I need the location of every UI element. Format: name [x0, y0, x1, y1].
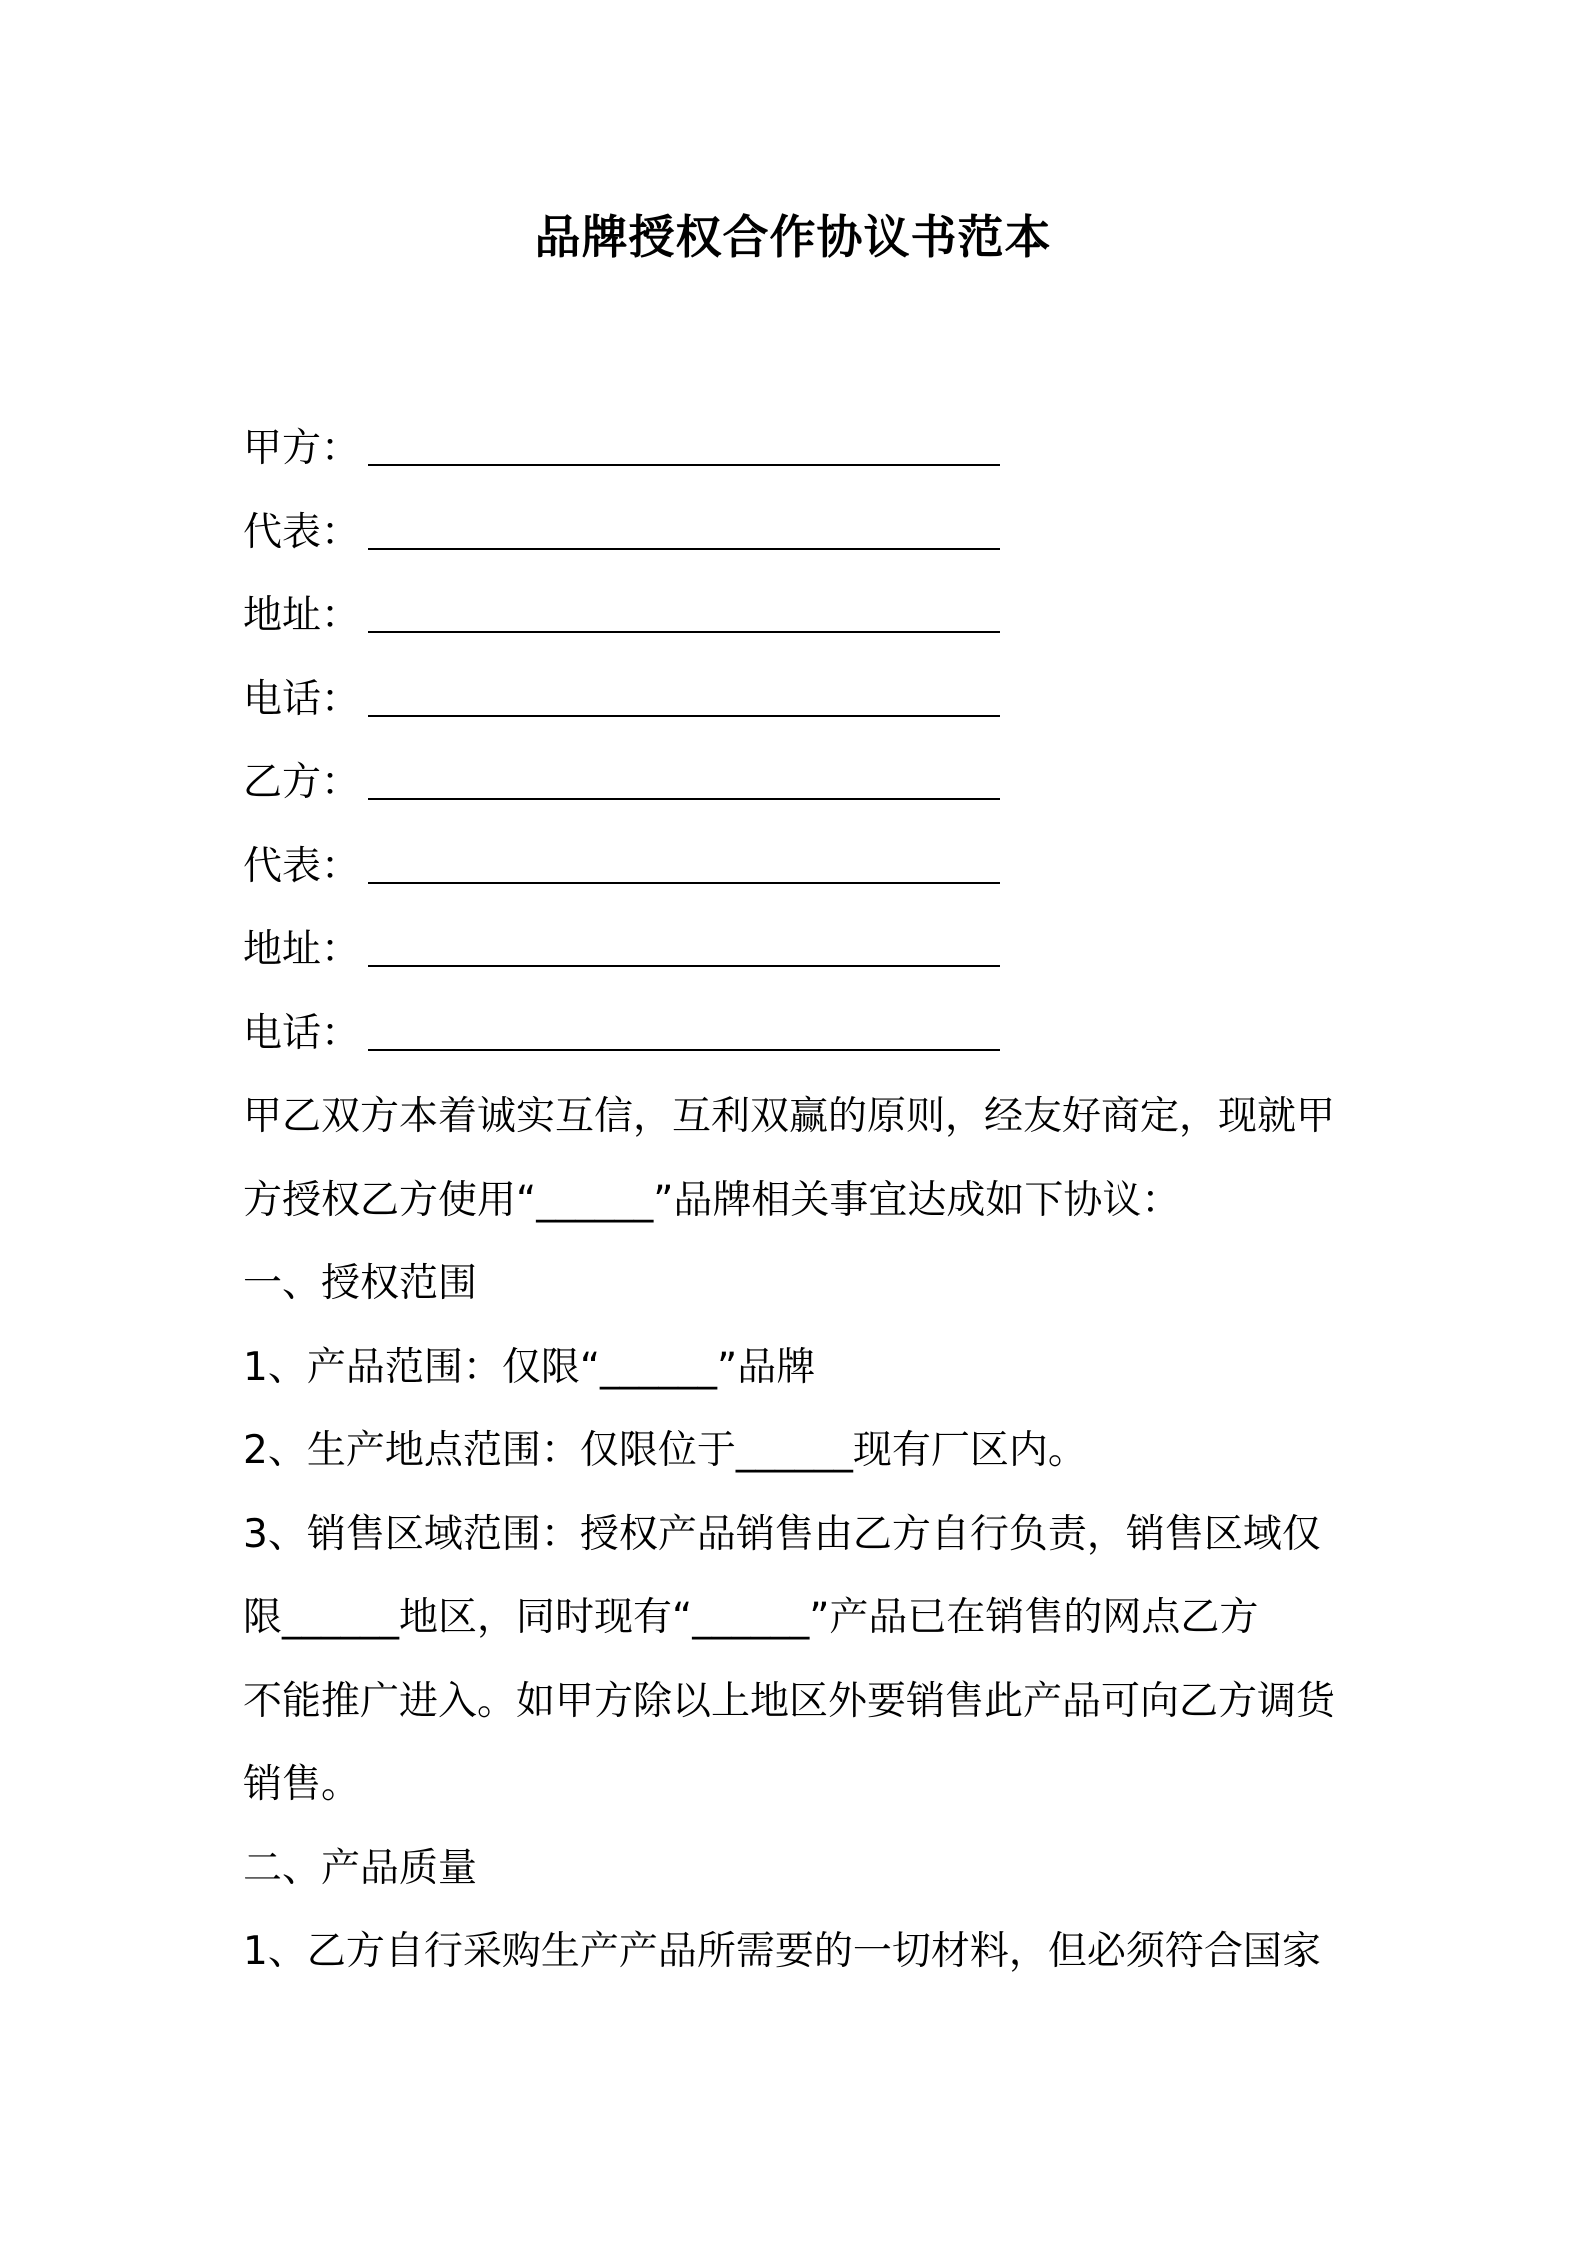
text-line: 销售。: [243, 1762, 361, 1807]
party-a-representative-field: [243, 491, 1353, 575]
field-label: 代表：: [243, 843, 361, 889]
blank-underline: [368, 574, 1000, 633]
blank-underline: [368, 825, 1000, 884]
blank-underline: [368, 491, 1000, 550]
field-label: 地址：: [243, 593, 361, 638]
text-line: 2、生产地点范围：仅限位于______现有厂区内。: [243, 1428, 1087, 1473]
text-line: 甲乙双方本着诚实互信，互利双赢的原则，经友好商定，现就甲: [243, 1094, 1336, 1139]
field-label: 电话：: [243, 676, 361, 722]
text-line: 不能推广进入。如甲方除以上地区外要销售此产品可向乙方调货: [243, 1678, 1336, 1724]
party-b-phone-field: [243, 992, 1353, 1076]
field-label: 地址：: [243, 927, 361, 972]
document-body: [243, 407, 1353, 1994]
field-label: 甲方：: [243, 426, 361, 471]
text-line: 1、乙方自行采购生产产品所需要的一切材料，但必须符合国家: [243, 1929, 1321, 1974]
blank-underline: [368, 407, 1000, 466]
text-line: 限______地区，同时现有“______”产品已在销售的网点乙方: [243, 1595, 1259, 1640]
party-a-phone-field: [243, 658, 1353, 742]
party-b-name-field: [243, 741, 1353, 825]
party-b-address-field: [243, 908, 1353, 992]
text-line: 3、销售区域范围：授权产品销售由乙方自行负责，销售区域仅: [243, 1511, 1321, 1557]
field-label: 代表：: [243, 509, 361, 555]
field-label: 电话：: [243, 1010, 361, 1056]
text-line: 方授权乙方使用“______”品牌相关事宜达成如下协议：: [243, 1177, 1181, 1223]
section-heading: 一、授权范围: [243, 1261, 478, 1306]
party-b-representative-field: [243, 825, 1353, 909]
party-a-address-field: [243, 574, 1353, 658]
field-label: 乙方：: [243, 760, 361, 805]
blank-underline: [368, 658, 1000, 717]
blank-underline: [368, 741, 1000, 800]
document-title: 品牌授权合作协议书范本: [534, 210, 1052, 264]
text-line: 1、产品范围：仅限“______”品牌: [243, 1344, 816, 1390]
blank-underline: [368, 992, 1000, 1051]
party-a-name-field: [243, 407, 1353, 491]
blank-underline: [368, 908, 1000, 967]
section-heading: 二、产品质量: [243, 1845, 478, 1891]
